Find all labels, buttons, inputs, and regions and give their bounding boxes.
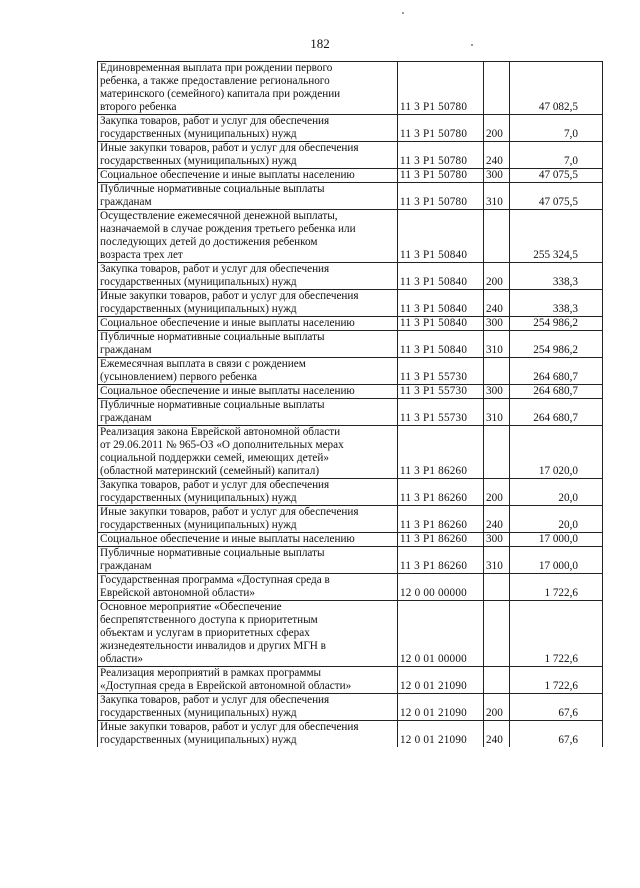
row-name-line: гражданам — [100, 196, 152, 208]
target-code: 12 0 01 21090 — [398, 667, 484, 694]
target-code: 11 3 Р1 55730 — [398, 358, 484, 385]
amount: 7,0 — [510, 115, 603, 142]
amount: 254 986,2 — [510, 317, 603, 331]
amount: 1 722,6 — [510, 574, 603, 601]
row-name-line: Социальное обеспечение и иные выплаты населению — [100, 385, 355, 397]
table-row — [98, 210, 603, 263]
table-row — [98, 694, 603, 721]
expense-type — [484, 426, 510, 479]
table-row — [98, 506, 603, 533]
amount: 20,0 — [510, 479, 603, 506]
row-name — [98, 426, 398, 479]
row-name — [98, 506, 398, 533]
row-name-line: Еврейской автономной области» — [100, 587, 255, 599]
amount: 17 020,0 — [510, 426, 603, 479]
target-code: 11 3 Р1 50780 — [398, 169, 484, 183]
target-code: 11 3 Р1 50840 — [398, 263, 484, 290]
expense-type: 310 — [484, 547, 510, 574]
row-name — [98, 667, 398, 694]
row-name-line: Закупка товаров, работ и услуг для обеспечения — [100, 263, 330, 275]
target-code: 11 3 Р1 86260 — [398, 533, 484, 547]
row-name-line: ребенка, а также предоставление регионального — [100, 75, 330, 87]
target-code: 11 3 Р1 50780 — [398, 183, 484, 210]
budget-table-body — [98, 62, 603, 748]
page-number: 182 — [310, 36, 330, 51]
row-name — [98, 210, 398, 263]
amount: 47 075,5 — [510, 169, 603, 183]
scan-speck — [471, 44, 473, 46]
table-row — [98, 533, 603, 547]
row-name-line: государственных (муниципальных) нужд — [100, 519, 297, 531]
target-code: 11 3 Р1 50840 — [398, 317, 484, 331]
expense-type: 240 — [484, 290, 510, 317]
row-name-line: государственных (муниципальных) нужд — [100, 492, 297, 504]
row-name-line: Иные закупки товаров, работ и услуг для обеспечения — [100, 290, 359, 302]
target-code: 11 3 Р1 50780 — [398, 115, 484, 142]
row-name — [98, 183, 398, 210]
row-name — [98, 358, 398, 385]
target-code: 12 0 01 21090 — [398, 694, 484, 721]
row-name-line: Социальное обеспечение и иные выплаты населению — [100, 317, 355, 329]
expense-type: 200 — [484, 263, 510, 290]
amount: 264 680,7 — [510, 385, 603, 399]
table-row — [98, 317, 603, 331]
row-name-line: Иные закупки товаров, работ и услуг для обеспечения — [100, 142, 359, 154]
expense-type: 240 — [484, 142, 510, 169]
row-name-line: Социальное обеспечение и иные выплаты населению — [100, 169, 355, 181]
table-row — [98, 574, 603, 601]
amount: 254 986,2 — [510, 331, 603, 358]
row-name-line: Иные закупки товаров, работ и услуг для обеспечения — [100, 721, 359, 733]
expense-type: 200 — [484, 479, 510, 506]
target-code: 11 3 Р1 50840 — [398, 210, 484, 263]
row-name — [98, 547, 398, 574]
row-name-line: жизнедеятельности инвалидов и других МГН в — [100, 640, 326, 652]
row-name — [98, 533, 398, 547]
table-row — [98, 290, 603, 317]
row-name — [98, 601, 398, 667]
row-name-line: Закупка товаров, работ и услуг для обеспечения — [100, 694, 330, 706]
row-name-line: объектам и услугам в приоритетных сферах — [100, 627, 310, 639]
target-code: 11 3 Р1 50840 — [398, 331, 484, 358]
table-row — [98, 169, 603, 183]
row-name-line: государственных (муниципальных) нужд — [100, 303, 297, 315]
expense-type — [484, 667, 510, 694]
row-name-line: Государственная программа «Доступная среда в — [100, 574, 330, 586]
target-code: 11 3 Р1 86260 — [398, 479, 484, 506]
row-name-line: социальной поддержки семей, имеющих детей» — [100, 452, 329, 464]
amount: 17 000,0 — [510, 547, 603, 574]
row-name — [98, 317, 398, 331]
scan-speck — [402, 12, 404, 14]
row-name — [98, 115, 398, 142]
row-name — [98, 721, 398, 748]
row-name — [98, 142, 398, 169]
table-row — [98, 331, 603, 358]
amount: 47 075,5 — [510, 183, 603, 210]
row-name — [98, 263, 398, 290]
table-row — [98, 183, 603, 210]
row-name-line: Закупка товаров, работ и услуг для обеспечения — [100, 479, 330, 491]
expense-type — [484, 210, 510, 263]
row-name-line: назначаемой в случае рождения третьего ребенка или — [100, 223, 356, 235]
expense-type: 310 — [484, 399, 510, 426]
row-name — [98, 331, 398, 358]
expense-type: 240 — [484, 721, 510, 748]
target-code: 11 3 Р1 55730 — [398, 399, 484, 426]
target-code: 11 3 Р1 50840 — [398, 290, 484, 317]
row-name-line: (усыновлением) первого ребенка — [100, 371, 257, 383]
table-row — [98, 399, 603, 426]
table-row — [98, 601, 603, 667]
row-name-line: государственных (муниципальных) нужд — [100, 155, 297, 167]
table-row — [98, 547, 603, 574]
amount: 1 722,6 — [510, 601, 603, 667]
row-name — [98, 62, 398, 115]
row-name-line: Единовременная выплата при рождении первого — [100, 62, 333, 74]
row-name — [98, 479, 398, 506]
target-code: 11 3 Р1 50780 — [398, 62, 484, 115]
amount: 338,3 — [510, 290, 603, 317]
table-row — [98, 115, 603, 142]
row-name-line: Осуществление ежемесячной денежной выплаты, — [100, 210, 338, 222]
row-name-line: Иные закупки товаров, работ и услуг для обеспечения — [100, 506, 359, 518]
row-name-line: Социальное обеспечение и иные выплаты населению — [100, 533, 355, 545]
row-name-line: государственных (муниципальных) нужд — [100, 128, 297, 140]
table-row — [98, 667, 603, 694]
amount: 7,0 — [510, 142, 603, 169]
row-name-line: от 29.06.2011 № 965-ОЗ «О дополнительных мерах — [100, 439, 344, 451]
table-row — [98, 142, 603, 169]
row-name — [98, 574, 398, 601]
expense-type: 300 — [484, 533, 510, 547]
amount: 20,0 — [510, 506, 603, 533]
row-name-line: Ежемесячная выплата в связи с рождением — [100, 358, 306, 370]
row-name-line: государственных (муниципальных) нужд — [100, 734, 297, 746]
row-name-line: Публичные нормативные социальные выплаты — [100, 399, 325, 411]
expense-type: 310 — [484, 183, 510, 210]
row-name-line: области» — [100, 653, 143, 665]
row-name-line: материнского (семейного) капитала при рождении — [100, 88, 341, 100]
expense-type: 310 — [484, 331, 510, 358]
row-name-line: (областной материнский (семейный) капитал) — [100, 465, 320, 477]
row-name-line: Публичные нормативные социальные выплаты — [100, 183, 325, 195]
table-row — [98, 385, 603, 399]
table-row — [98, 62, 603, 115]
expense-type: 240 — [484, 506, 510, 533]
target-code: 11 3 Р1 86260 — [398, 547, 484, 574]
expense-type: 300 — [484, 169, 510, 183]
target-code: 11 3 Р1 86260 — [398, 506, 484, 533]
expense-type: 200 — [484, 115, 510, 142]
row-name — [98, 694, 398, 721]
row-name — [98, 399, 398, 426]
row-name-line: Основное мероприятие «Обеспечение — [100, 601, 282, 613]
table-row — [98, 263, 603, 290]
target-code: 11 3 Р1 86260 — [398, 426, 484, 479]
table-row — [98, 358, 603, 385]
row-name-line: возраста трех лет — [100, 249, 183, 261]
row-name-line: беспрепятственного доступа к приоритетным — [100, 614, 318, 626]
row-name-line: последующих детей до достижения ребенком — [100, 236, 318, 248]
expense-type — [484, 62, 510, 115]
row-name-line: Реализация закона Еврейской автономной области — [100, 426, 341, 438]
row-name-line: государственных (муниципальных) нужд — [100, 276, 297, 288]
amount: 264 680,7 — [510, 358, 603, 385]
target-code: 12 0 00 00000 — [398, 574, 484, 601]
table-row — [98, 721, 603, 748]
row-name-line: Закупка товаров, работ и услуг для обеспечения — [100, 115, 330, 127]
amount: 47 082,5 — [510, 62, 603, 115]
table-row — [98, 479, 603, 506]
row-name-line: гражданам — [100, 560, 152, 572]
target-code: 12 0 01 21090 — [398, 721, 484, 748]
budget-table — [97, 61, 603, 747]
amount: 67,6 — [510, 721, 603, 748]
expense-type: 300 — [484, 317, 510, 331]
expense-type: 300 — [484, 385, 510, 399]
row-name-line: Публичные нормативные социальные выплаты — [100, 331, 325, 343]
amount: 1 722,6 — [510, 667, 603, 694]
row-name-line: «Доступная среда в Еврейской автономной области» — [100, 680, 352, 692]
row-name — [98, 169, 398, 183]
row-name-line: гражданам — [100, 412, 152, 424]
target-code: 11 3 Р1 50780 — [398, 142, 484, 169]
amount: 264 680,7 — [510, 399, 603, 426]
row-name-line: Реализация мероприятий в рамках программы — [100, 667, 322, 679]
row-name — [98, 385, 398, 399]
expense-type — [484, 601, 510, 667]
row-name-line: второго ребенка — [100, 101, 177, 113]
target-code: 12 0 01 00000 — [398, 601, 484, 667]
expense-type — [484, 358, 510, 385]
row-name-line: государственных (муниципальных) нужд — [100, 707, 297, 719]
amount: 255 324,5 — [510, 210, 603, 263]
expense-type: 200 — [484, 694, 510, 721]
row-name — [98, 290, 398, 317]
row-name-line: гражданам — [100, 344, 152, 356]
row-name-line: Публичные нормативные социальные выплаты — [100, 547, 325, 559]
amount: 67,6 — [510, 694, 603, 721]
expense-type — [484, 574, 510, 601]
table-row — [98, 426, 603, 479]
amount: 17 000,0 — [510, 533, 603, 547]
amount: 338,3 — [510, 263, 603, 290]
target-code: 11 3 Р1 55730 — [398, 385, 484, 399]
